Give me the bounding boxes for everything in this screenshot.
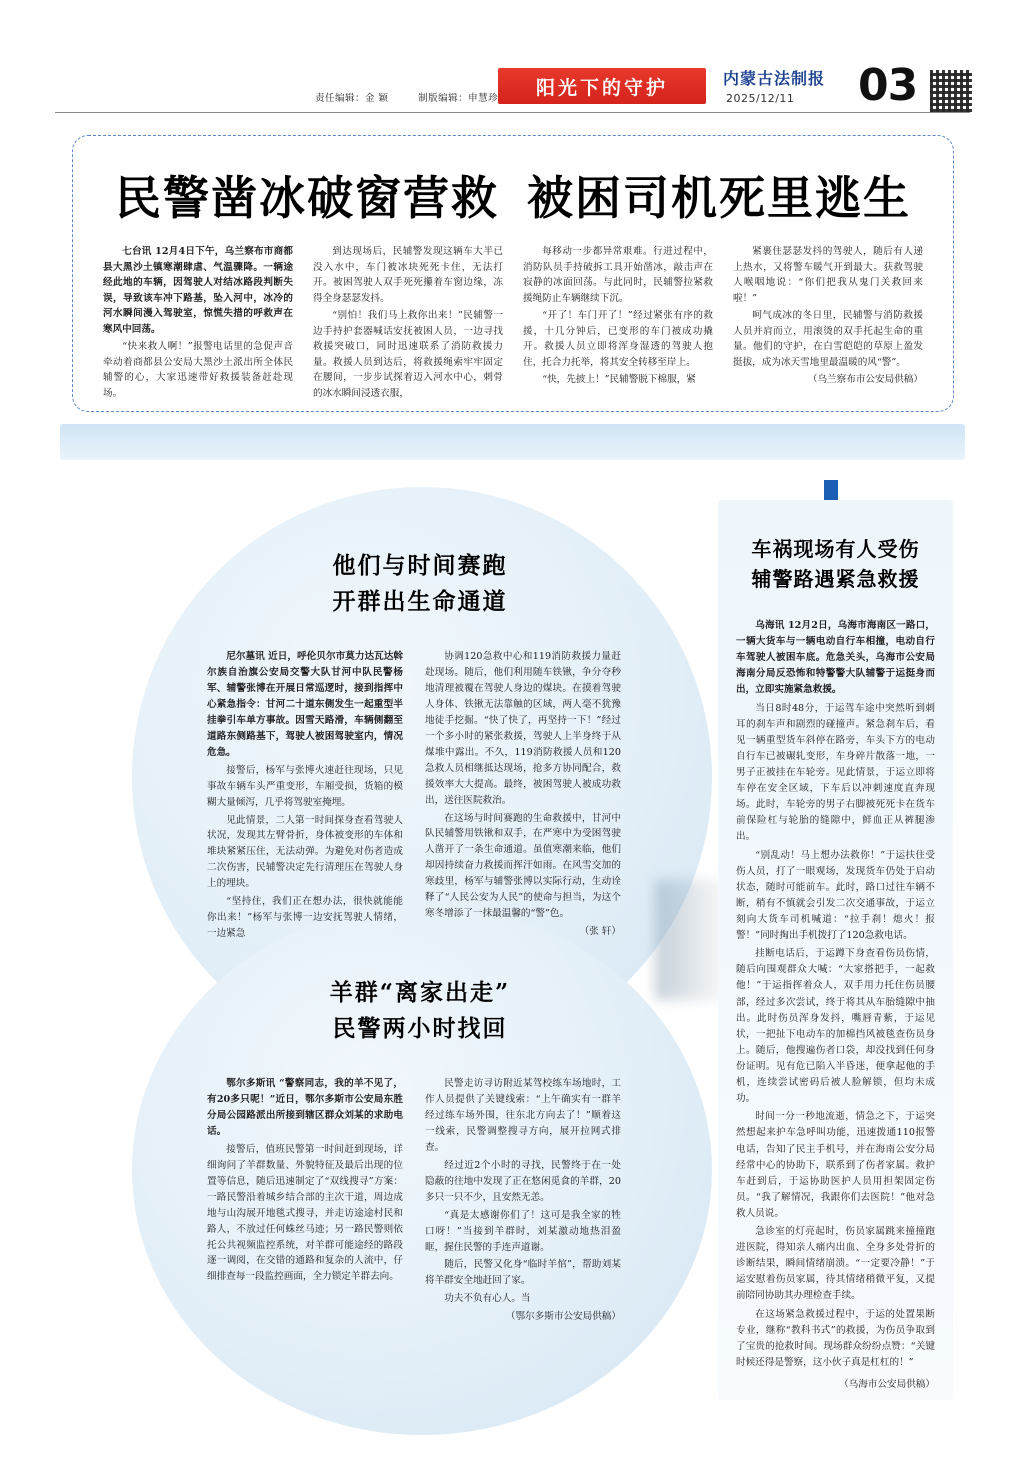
lead-paragraph: 到达现场后，民辅警发现这辆车大半已没入水中，车门被冰块死死卡住，无法打开。被困驾驶人双手死死攥着车窗边缘，冻得全身瑟瑟发抖。	[313, 246, 503, 304]
article-byline: （鄂尔多斯市公安局供稿）	[505, 1311, 621, 1323]
lead-paragraph: “别怕！我们马上救你出来！”民辅警一边手持护套器喊话安抚被困人员，一边寻找救援突破口，同时迅速联系了消防救援力量。救援人员到达后，将救援绳索牢牢固定在腰间，一步步试探着迈入河水中心，刺骨的冰水瞬间浸透衣服，	[313, 310, 503, 399]
publication-date: 2025/12/11	[726, 92, 795, 105]
article-sheep-title-line2: 民警两小时找回	[332, 1014, 508, 1042]
article-paragraph: 协调120急救中心和119消防救援力量赶赴现场。随后，他们利用随车铁锹，争分夺秒地清理被覆在驾驶人身边的煤块。在摸着驾驶人身体、铁锹无法靠触的区域，两人毫不犹豫地徒手挖掘。“快了快了，再坚持一下！”经过一个多小时的紧张救援，驾驶人上半身终于从煤堆中露出。不久，119消防救援人员和120急救人员相继抵达现场，抢多方协同配合，救援效率大大提高。最终，被困驾驶人被成功救出，送往医院救治。	[425, 651, 621, 806]
lead-article-byline: （乌兰察布市公安局供稿）	[807, 374, 923, 386]
article-time-race-title-line2: 开群出生命通道	[332, 587, 508, 615]
article-paragraph: 见此情景，二人第一时间探身查看驾驶人状况，发现其左臂骨折，身体被变形的车体和堆块紧紧压住，无法动弹。为避免对伤者造成二次伤害，民辅警决定先行清理压在驾驶人身上的埋块。	[207, 814, 403, 890]
article-paragraph: 在这场紧急救援过程中，于运的处置果断专业，继称“教科书式”的救援，为伤员争取到了宝贵的抢救时间。现场群众纷纷点赞：“关键时候还得是警察，这小伙子真是杠杠的！”	[736, 1308, 935, 1368]
decor-blue-band	[60, 424, 965, 460]
article-time-race	[175, 548, 665, 944]
article-paragraph: 急诊室的灯亮起时，伤员家属跳来撞撞跑进医院，得知亲人痛内出血、全身多处骨折的诊断结果，瞬间情绪崩溃。“一定要冷静！”于运安慰着伤员家属，待其情绪稍微平复，又提前陪同协助其办理检查手续。	[736, 1226, 935, 1302]
article-paragraph: “坚持住，我们正在想办法，很快就能能你出来！”杨军与张博一边安抚驾驶人情绪，一边紧急	[207, 896, 403, 939]
masthead-divider	[55, 112, 970, 113]
article-paragraph: 挂断电话后，于运蹲下身查看伤员伤情，随后向围观群众大喊：“大家搭把手，一起救他！”于运指挥着众人，双手用力托住伤员腰部，经过多次尝试，终于将其从车胎缝隙中抽出。此时伤员浑身发抖，嘴唇青紫，于运见状，一把扯下电动车的加棉挡风被毯查伤员身上。随后，他搜遍伤者口袋，却没找到任何身份证明。见有危已陷入半昏迷，便拿起他的手机，连续尝试密码后被人脸解锁，但均未成功。	[736, 948, 935, 1105]
lead-paragraph: “快，先披上！”民辅警脱下棉服，紧	[542, 374, 696, 386]
lead-paragraph: 七台讯 12月4日下午，乌兰察布市商都县大黑沙土镇寒潮肆虐、气温骤降。一辆途经此地的车辆，因驾驶人对结冰路段判断失误，导致该车冲下路基，坠入河中，冰冷的河水瞬间漫入驾驶室，惊慌失措的呼救声在寒风中回荡。	[103, 246, 293, 335]
article-paragraph: 随后，民警又化身“临时羊倌”，帮助刘某将羊群安全地赶回了家。	[425, 1259, 621, 1287]
editor-credits	[315, 90, 524, 104]
article-paragraph: 经过近2个小时的寻找，民警终于在一处隐蔽的往地中发现了正在悠闲觅食的羊群，20多只一只不少，且安然无恙。	[425, 1159, 621, 1203]
article-paragraph: 当日8时48分，于运驾车途中突然听到刺耳的刹车声和剧烈的碰撞声。紧急刹车后，看见一辆重型货车斜停在路旁，车头下方的电动自行车已被碾轧变形，车身碎片散落一地，一男子正被挂在车轮旁。见此情景，于运立即将车停在安全区域，下车后以冲刺速度直奔现场。此时，车轮旁的男子右脚被死死卡在货车前保险杠与轮胎的缝隙中，鲜血正从裤腿渗出。	[736, 702, 935, 843]
article-time-race-title-line1: 他们与时间赛跑	[332, 552, 508, 579]
layout-editor: 制版编辑：申慧珍	[418, 93, 499, 104]
article-paragraph: 尼尔墓讯 近日，呼伦贝尔市莫力达瓦达斡尔族自治旗公安局交警大队甘河中队民警杨军、辅警张博在开展日常巡逻时，接到指挥中心紧急指令：甘河二十道东侧发生一起重型半挂拳引车单方事故。因雪天路滑，车辆侧翻至道路东侧路基下，驾驶人被困驾驶室内，情况危急。	[207, 651, 403, 758]
article-paragraph: 功夫不负有心人。当	[444, 1293, 531, 1305]
article-paragraph: 鄂尔多斯讯 “警察同志，我的羊不见了，有20多只呢！”近日，鄂尔多斯市公安局东胜分局公园路派出所接到辖区群众刘某的求助电话。	[207, 1078, 403, 1138]
article-sheep-columns	[175, 1076, 665, 1327]
lead-column	[523, 244, 713, 394]
lead-paragraph: 每移动一步都异常艰难。行进过程中，消防队员手持破拆工具开始凿冰，敲击声在寂静的冰面回荡。与此同时，民辅警拉紧救援绳防止车辆继续下沉。	[523, 246, 713, 304]
masthead	[0, 0, 1024, 118]
lead-title-part2: 被困司机死里逃生	[527, 171, 911, 225]
article-paragraph: 在这场与时间赛跑的生命救援中，甘河中队民辅警用铁锹和双手，在严寒中为受困驾驶人凿开了一条生命通道。虽值寒潮来临，他们却因持续奋力救援而挥汗如雨。在风雪交加的寒歧里，杨军与辅警张博以实际行动，生动诠释了“人民公安为人民”的使命与担当，为这个寒冬增添了一抹最温馨的“警”色。	[425, 812, 621, 920]
article-paragraph: 接警后，值班民警第一时间赶到现场，详细询问了羊群数量、外貌特征及最后出现的位置等信息，随后迅速制定了“双线搜寻”方案：一路民警沿着城乡结合部的主次干道，周边成地与山沟展开地毯式搜寻，并走访途途村民和路人，不放过任何蛛丝马迹；另一路民警则依托公共视频监控系统，对羊群可能途经的路段逐一调阅，在交错的通路和复杂的人流中，仔细排查每一段监控画面，全力锁定羊群去向。	[207, 1143, 403, 1283]
article-sheep-title	[175, 975, 665, 1046]
article-paragraph: 乌海讯 12月2日，乌海市海南区一路口，一辆大货车与一辆电动自行车相撞，电动自行车驾驶人被困车底。危急关头，乌海市公安局海南分局反恐怖和特警警大队辅警于运挺身而出，立即实施紧急救援。	[736, 620, 935, 696]
article-column	[207, 1076, 403, 1327]
qr-code-icon[interactable]	[928, 68, 974, 114]
article-sheep	[175, 975, 665, 1327]
lead-article	[72, 135, 954, 412]
article-column	[425, 649, 621, 944]
lead-article-columns	[103, 244, 923, 399]
lead-column	[733, 244, 923, 394]
paper-name: 内蒙古法制报	[723, 69, 826, 88]
lead-column	[103, 244, 293, 399]
article-paragraph: 时间一分一秒地流逝，情急之下，于运突然想起来护车急呼叫功能，迅速拨通110报警电话，告知了民主手机号，并在海南公安分局经常中心的协助下，联系到了伤者家属。救护车赶到后，于运协助医护人员用担架固定伤员。“我了解情况，我跟你们去医院！”他对急救人员说。	[736, 1111, 935, 1219]
article-byline: （张 轩）	[579, 925, 621, 937]
lead-article-title	[73, 162, 953, 228]
page-number: 03	[858, 60, 918, 111]
article-roadside-rescue-title-line1: 车祸现场有人受伤	[751, 537, 920, 561]
lead-column	[313, 244, 503, 399]
article-byline: （乌海市公安局供稿）	[839, 1379, 935, 1391]
lead-paragraph: “快来救人啊！”报警电话里的急促声音牵动着商都县公安局大黑沙土派出所全体民辅警的心，大家迅速带好救援装备赶赴现场。	[103, 341, 293, 399]
section-banner	[498, 68, 706, 104]
lead-paragraph: “开了！车门开了！”经过紧张有序的救援，十几分钟后，已变形的车门被成功撬开。救援人员立即将浑身湿透的驾驶人抱住，托合力托举，将其安全转移至岸上。	[523, 310, 713, 368]
article-roadside-rescue-title	[736, 534, 935, 594]
lead-paragraph: 呵气成冰的冬日里，民辅警与消防救援人员并肩而立，用滚烫的双手托起生命的重量。他们的守护，在白雪皑皑的草原上盈发挺拔，成为冰天雪地里最温暖的风“警”。	[733, 310, 923, 368]
article-paragraph: “别乱动！马上想办法救你！”于运扶住受伤人员，打了一眼观场，发现货车仍处于启动状态，随时可能前车。此时，路口过往车辆不断，稍有不慎就会引发二次交通事故，于运立刻向大货车司机喊道：“拉手刹！熄火！报警！”同时掏出手机拨打了120急救电话。	[736, 849, 935, 942]
lead-paragraph: 紧裹住瑟瑟发抖的驾驶人，随后有人递上热水，又将警车暖气开到最大。获救驾驶人喉咽地说：“你们把我从鬼门关救回来啦！”	[733, 246, 923, 304]
article-column	[207, 649, 403, 944]
article-column	[425, 1076, 621, 1327]
article-paragraph: “真是太感谢你们了！这可是我全家的牲口呀！”当接到羊群时，刘某激动地热泪盈眶，握住民警的手连声道谢。	[425, 1209, 621, 1253]
article-roadside-rescue	[718, 500, 953, 1400]
article-roadside-rescue-body	[736, 618, 935, 1393]
article-sheep-title-line1: 羊群“离家出走”	[329, 979, 511, 1006]
section-banner-title: 阳光下的守护	[535, 76, 668, 99]
article-time-race-columns	[175, 649, 665, 944]
article-time-race-title	[175, 548, 665, 619]
responsible-editor: 责任编辑：金 颖	[315, 93, 389, 104]
article-roadside-rescue-title-line2: 辅警路遇紧急救援	[751, 567, 920, 591]
lead-title-part1: 民警凿冰破窗营救	[115, 171, 499, 225]
article-paragraph: 民警走访寻访附近某驾校练车场地时，工作人员提供了关键线索：“上午确实有一群羊经过练车场外围，往东北方向去了！”顺着这一线索，民警调整搜寻方向，展开拉网式排查。	[425, 1078, 621, 1153]
article-paragraph: 接警后，杨军与张博火速赶往现场，只见事故车辆车头严重变形，车厢受损，货箱的模糊大量倾泻，几乎将驾驶室掩埋。	[207, 764, 403, 808]
